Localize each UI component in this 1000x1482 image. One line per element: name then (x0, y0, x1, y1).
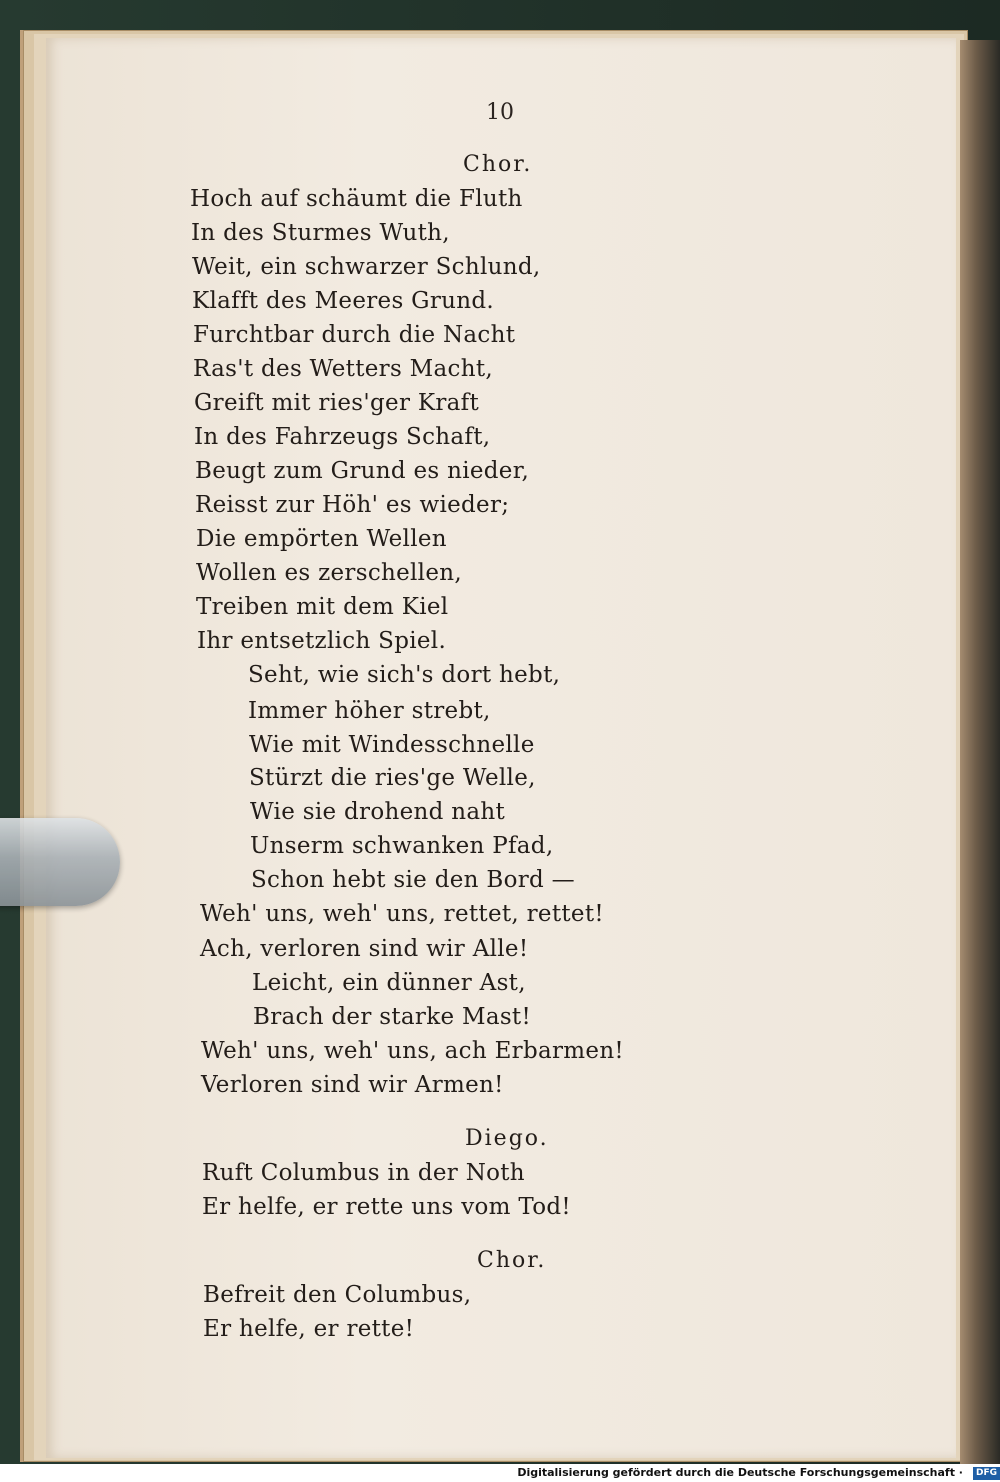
verse-line: Er helfe, er rette uns vom Tod! (202, 1194, 571, 1220)
speaker-heading: Chor. (463, 152, 533, 177)
verse-line: Schon hebt sie den Bord — (251, 867, 575, 893)
page-number: 10 (486, 100, 514, 125)
verse-line: In des Fahrzeugs Schaft, (194, 424, 491, 450)
verse-line: Ras't des Wetters Macht, (193, 356, 493, 382)
verse-line: Stürzt die ries'ge Welle, (249, 765, 536, 791)
verse-line: Befreit den Columbus, (203, 1282, 472, 1308)
verse-line: Verloren sind wir Armen! (201, 1072, 504, 1098)
verse-line: Treiben mit dem Kiel (196, 594, 449, 620)
verse-line: Greift mit ries'ger Kraft (194, 390, 479, 416)
funding-notice: Digitalisierung gefördert durch die Deutsche Forschungsgemeinschaft · (517, 1466, 963, 1479)
footer-bar (0, 1464, 1000, 1482)
verse-line: Brach der starke Mast! (253, 1004, 532, 1030)
verse-line: Wie sie drohend naht (250, 799, 506, 825)
verse-line: Seht, wie sich's dort hebt, (248, 662, 561, 688)
verse-line: Unserm schwanken Pfad, (250, 833, 554, 859)
show-through-text (500, 270, 830, 1310)
verse-line: Weit, ein schwarzer Schlund, (192, 254, 541, 280)
verse-line: Weh' uns, weh' uns, ach Erbarmen! (201, 1038, 624, 1064)
dfg-logo-icon: DFG (973, 1467, 1000, 1480)
verse-line: Reisst zur Höh' es wieder; (195, 492, 510, 518)
verse-line: Wollen es zerschellen, (196, 560, 462, 586)
verse-line: Immer höher strebt, (248, 698, 491, 724)
verse-line: Ruft Columbus in der Noth (202, 1160, 525, 1186)
speaker-heading: Diego. (465, 1126, 549, 1151)
verse-line: Er helfe, er rette! (203, 1316, 415, 1342)
verse-line: Klafft des Meeres Grund. (192, 288, 494, 314)
verse-line: In des Sturmes Wuth, (191, 220, 450, 246)
verse-line: Ach, verloren sind wir Alle! (200, 936, 529, 962)
page-holder-clip (0, 818, 120, 906)
verse-line: Weh' uns, weh' uns, rettet, rettet! (200, 901, 604, 927)
verse-line: Beugt zum Grund es nieder, (195, 458, 530, 484)
verse-line: Hoch auf schäumt die Fluth (190, 186, 523, 212)
book-right-edge (960, 40, 1000, 1464)
verse-line: Die empörten Wellen (196, 526, 447, 552)
verse-line: Wie mit Windesschnelle (249, 732, 535, 758)
verse-line: Ihr entsetzlich Spiel. (197, 628, 447, 654)
verse-line: Leicht, ein dünner Ast, (252, 970, 526, 996)
verse-line: Furchtbar durch die Nacht (193, 322, 516, 348)
speaker-heading: Chor. (477, 1248, 547, 1273)
